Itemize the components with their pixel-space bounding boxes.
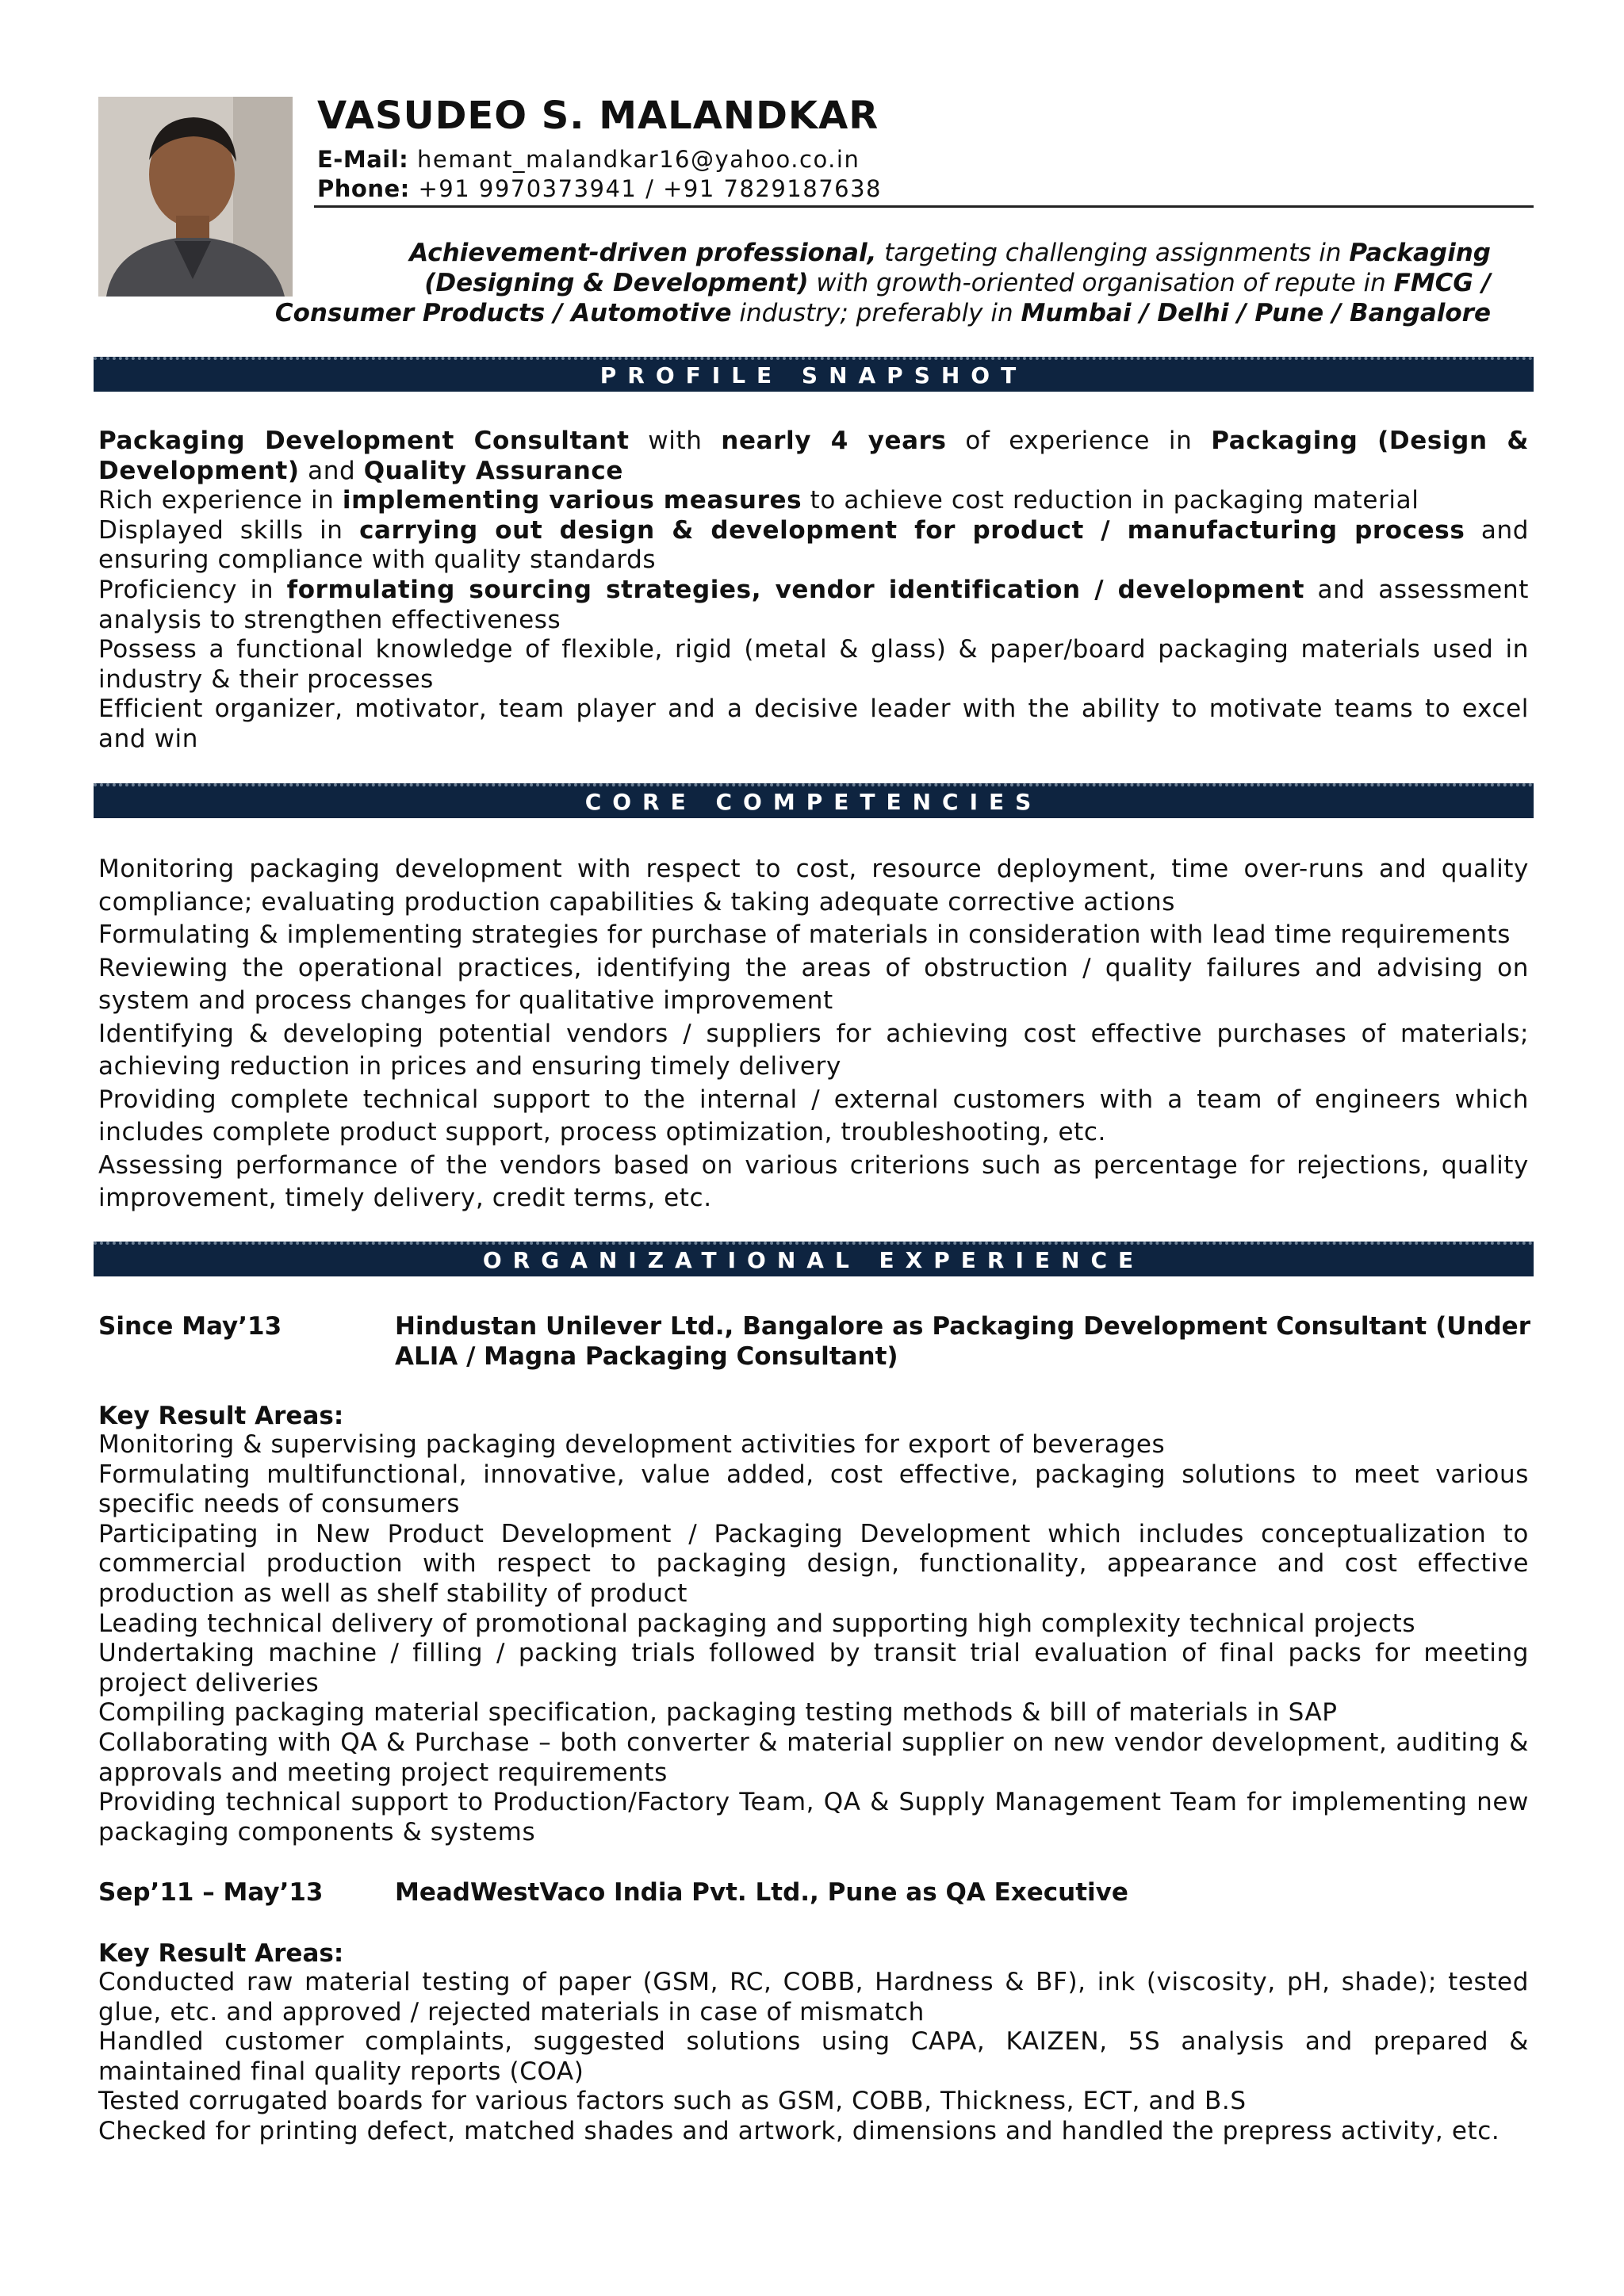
responsibility-item: Handled customer complaints, suggested solutions using CAPA, KAIZEN, 5S analysis and prepared & maintained final quality reports (COA) [98, 2027, 1529, 2086]
profile-bold: formulating sourcing strategies, vendor identification / development [286, 575, 1304, 604]
profile-text: with [629, 427, 722, 455]
profile-snapshot [98, 427, 1529, 755]
profile-bold: implementing various measures [342, 486, 802, 515]
responsibility-item: Formulating multifunctional, innovative, value added, cost effective, packaging solutions to meet various specific needs of consumers [98, 1460, 1529, 1519]
responsibility-item: Conducted raw material testing of paper (GSM, RC, COBB, Hardness & BF), ink (viscosity, pH, shade); tested glue, etc. and approved / rejected materials in case of mismatch [98, 1968, 1529, 2026]
career-objective [159, 238, 1491, 328]
core-competencies [98, 853, 1529, 1215]
contact-phone-line [317, 175, 882, 202]
email-value[interactable]: hemant_malandkar16@yahoo.co.in [416, 146, 860, 173]
profile-text: and assessment analysis to strengthen effectiveness [98, 575, 1529, 634]
objective-bold: Achievement-driven professional, [409, 239, 877, 267]
job-title: Hindustan Unilever Ltd., Bangalore as Packaging Development Consultant (Under ALIA / Magna Packaging Consultant) [395, 1312, 1530, 1371]
responsibility-item: Collaborating with QA & Purchase – both converter & material supplier on new vendor development, auditing & approvals and meeting project requirements [98, 1728, 1529, 1787]
job-responsibilities [98, 1430, 1529, 1847]
objective-line [159, 298, 1491, 328]
phone-value: +91 9970373941 / +91 7829187638 [418, 175, 883, 202]
profile-text: Rich experience in [98, 486, 343, 515]
responsibility-item: Tested corrugated boards for various factors such as GSM, COBB, Thickness, ECT, and B.S [98, 2087, 1247, 2116]
profile-text: and ensuring compliance with quality standards [98, 515, 1530, 575]
profile-text: of experience in [946, 427, 1212, 455]
profile-bold: nearly 4 years [721, 427, 947, 455]
header-divider [314, 205, 1534, 208]
responsibility-item: Providing technical support to Production/Factory Team, QA & Supply Management Team for implementing new packaging components & systems [98, 1788, 1529, 1846]
responsibility-item: Monitoring & supervising packaging development activities for export of beverages [98, 1430, 1166, 1459]
objective-bold: Consumer Products / Automotive [274, 299, 732, 327]
competency-item: Assessing performance of the vendors based on various criterions such as percentage for rejections, quality improvement, timely delivery, credit terms, etc. [98, 1150, 1529, 1212]
job-header [98, 1877, 1530, 1909]
email-label: E-Mail: [317, 146, 409, 173]
profile-text: to achieve cost reduction in packaging material [802, 486, 1419, 515]
objective-text: targeting challenging assignments in [876, 239, 1350, 267]
profile-item: Possess a functional knowledge of flexible, rigid (metal & glass) & paper/board packaging materials used in industry & their processes [98, 635, 1529, 694]
responsibility-item: Undertaking machine / filling / packing trials followed by transit trial evaluation of final packs for meeting project deliveries [98, 1639, 1529, 1697]
competency-item: Reviewing the operational practices, identifying the areas of obstruction / quality failures and advising on system and process changes for qualitative improvement [98, 953, 1529, 1015]
profile-bold: carrying out design & development for product / manufacturing process [359, 515, 1465, 545]
profile-item [98, 486, 1529, 516]
job-period: Since May’13 [98, 1312, 282, 1341]
objective-text: with growth-oriented organisation of repute in [808, 269, 1394, 297]
objective-line [159, 268, 1491, 298]
competency-item: Identifying & developing potential vendors / suppliers for achieving cost effective purchases of materials; achieving reduction in prices and ensuring timely delivery [98, 1019, 1529, 1081]
objective-bold: (Designing & Development) [424, 269, 809, 297]
profile-text: and [299, 456, 364, 485]
objective-line [159, 238, 1491, 268]
responsibility-item: Compiling packaging material specification, packaging testing methods & bill of materials in SAP [98, 1698, 1338, 1728]
competency-item: Formulating & implementing strategies for purchase of materials in consideration with lead time requirements [98, 920, 1511, 949]
job-responsibilities [98, 1968, 1529, 2147]
responsibility-item: Checked for printing defect, matched shades and artwork, dimensions and handled the prepress activity, etc. [98, 2116, 1500, 2145]
profile-item: Efficient organizer, motivator, team player and a decisive leader with the ability to motivate teams to excel and win [98, 695, 1529, 753]
key-result-areas-label: Key Result Areas: [98, 1939, 344, 1968]
section-banner-core: CORE COMPETENCIES [94, 783, 1534, 818]
objective-bold: Packaging [1349, 239, 1491, 267]
profile-bold: Quality Assurance [363, 456, 623, 485]
profile-item [98, 516, 1529, 576]
job-title: MeadWestVaco India Pvt. Ltd., Pune as QA Executive [395, 1878, 1128, 1907]
candidate-name: VASUDEO S. MALANDKAR [317, 94, 879, 138]
objective-text: industry; preferably in [731, 299, 1021, 327]
responsibility-item: Participating in New Product Development / Packaging Development which includes conceptualization to commercial production with respect to packaging design, functionality, appearance and cost effective production as well as shelf stability of product [98, 1519, 1529, 1608]
profile-bold: Packaging Development Consultant [98, 427, 630, 455]
competency-item: Providing complete technical support to the internal / external customers with a team of engineers which includes complete product support, process optimization, troubleshooting, etc. [98, 1085, 1529, 1146]
job-period: Sep’11 – May’13 [98, 1878, 324, 1907]
profile-text: Proficiency in [98, 575, 287, 604]
key-result-areas-label: Key Result Areas: [98, 1402, 344, 1430]
profile-bold: Packaging (Design & Development) [98, 427, 1529, 485]
profile-item [98, 427, 1529, 486]
competency-item: Monitoring packaging development with respect to cost, resource deployment, time over-runs and quality compliance; evaluating production capabilities & taking adequate corrective actions [98, 855, 1529, 916]
phone-label: Phone: [317, 175, 410, 202]
profile-text: Displayed skills in [98, 515, 360, 545]
section-banner-profile: PROFILE SNAPSHOT [94, 357, 1534, 392]
profile-item [98, 576, 1529, 635]
job-header [98, 1311, 1530, 1372]
objective-bold: FMCG / [1393, 269, 1491, 297]
responsibility-item: Leading technical delivery of promotional packaging and supporting high complexity technical projects [98, 1609, 1416, 1638]
contact-email-line [317, 146, 860, 173]
section-banner-experience: ORGANIZATIONAL EXPERIENCE [94, 1242, 1534, 1276]
objective-bold: Mumbai / Delhi / Pune / Bangalore [1021, 299, 1491, 327]
